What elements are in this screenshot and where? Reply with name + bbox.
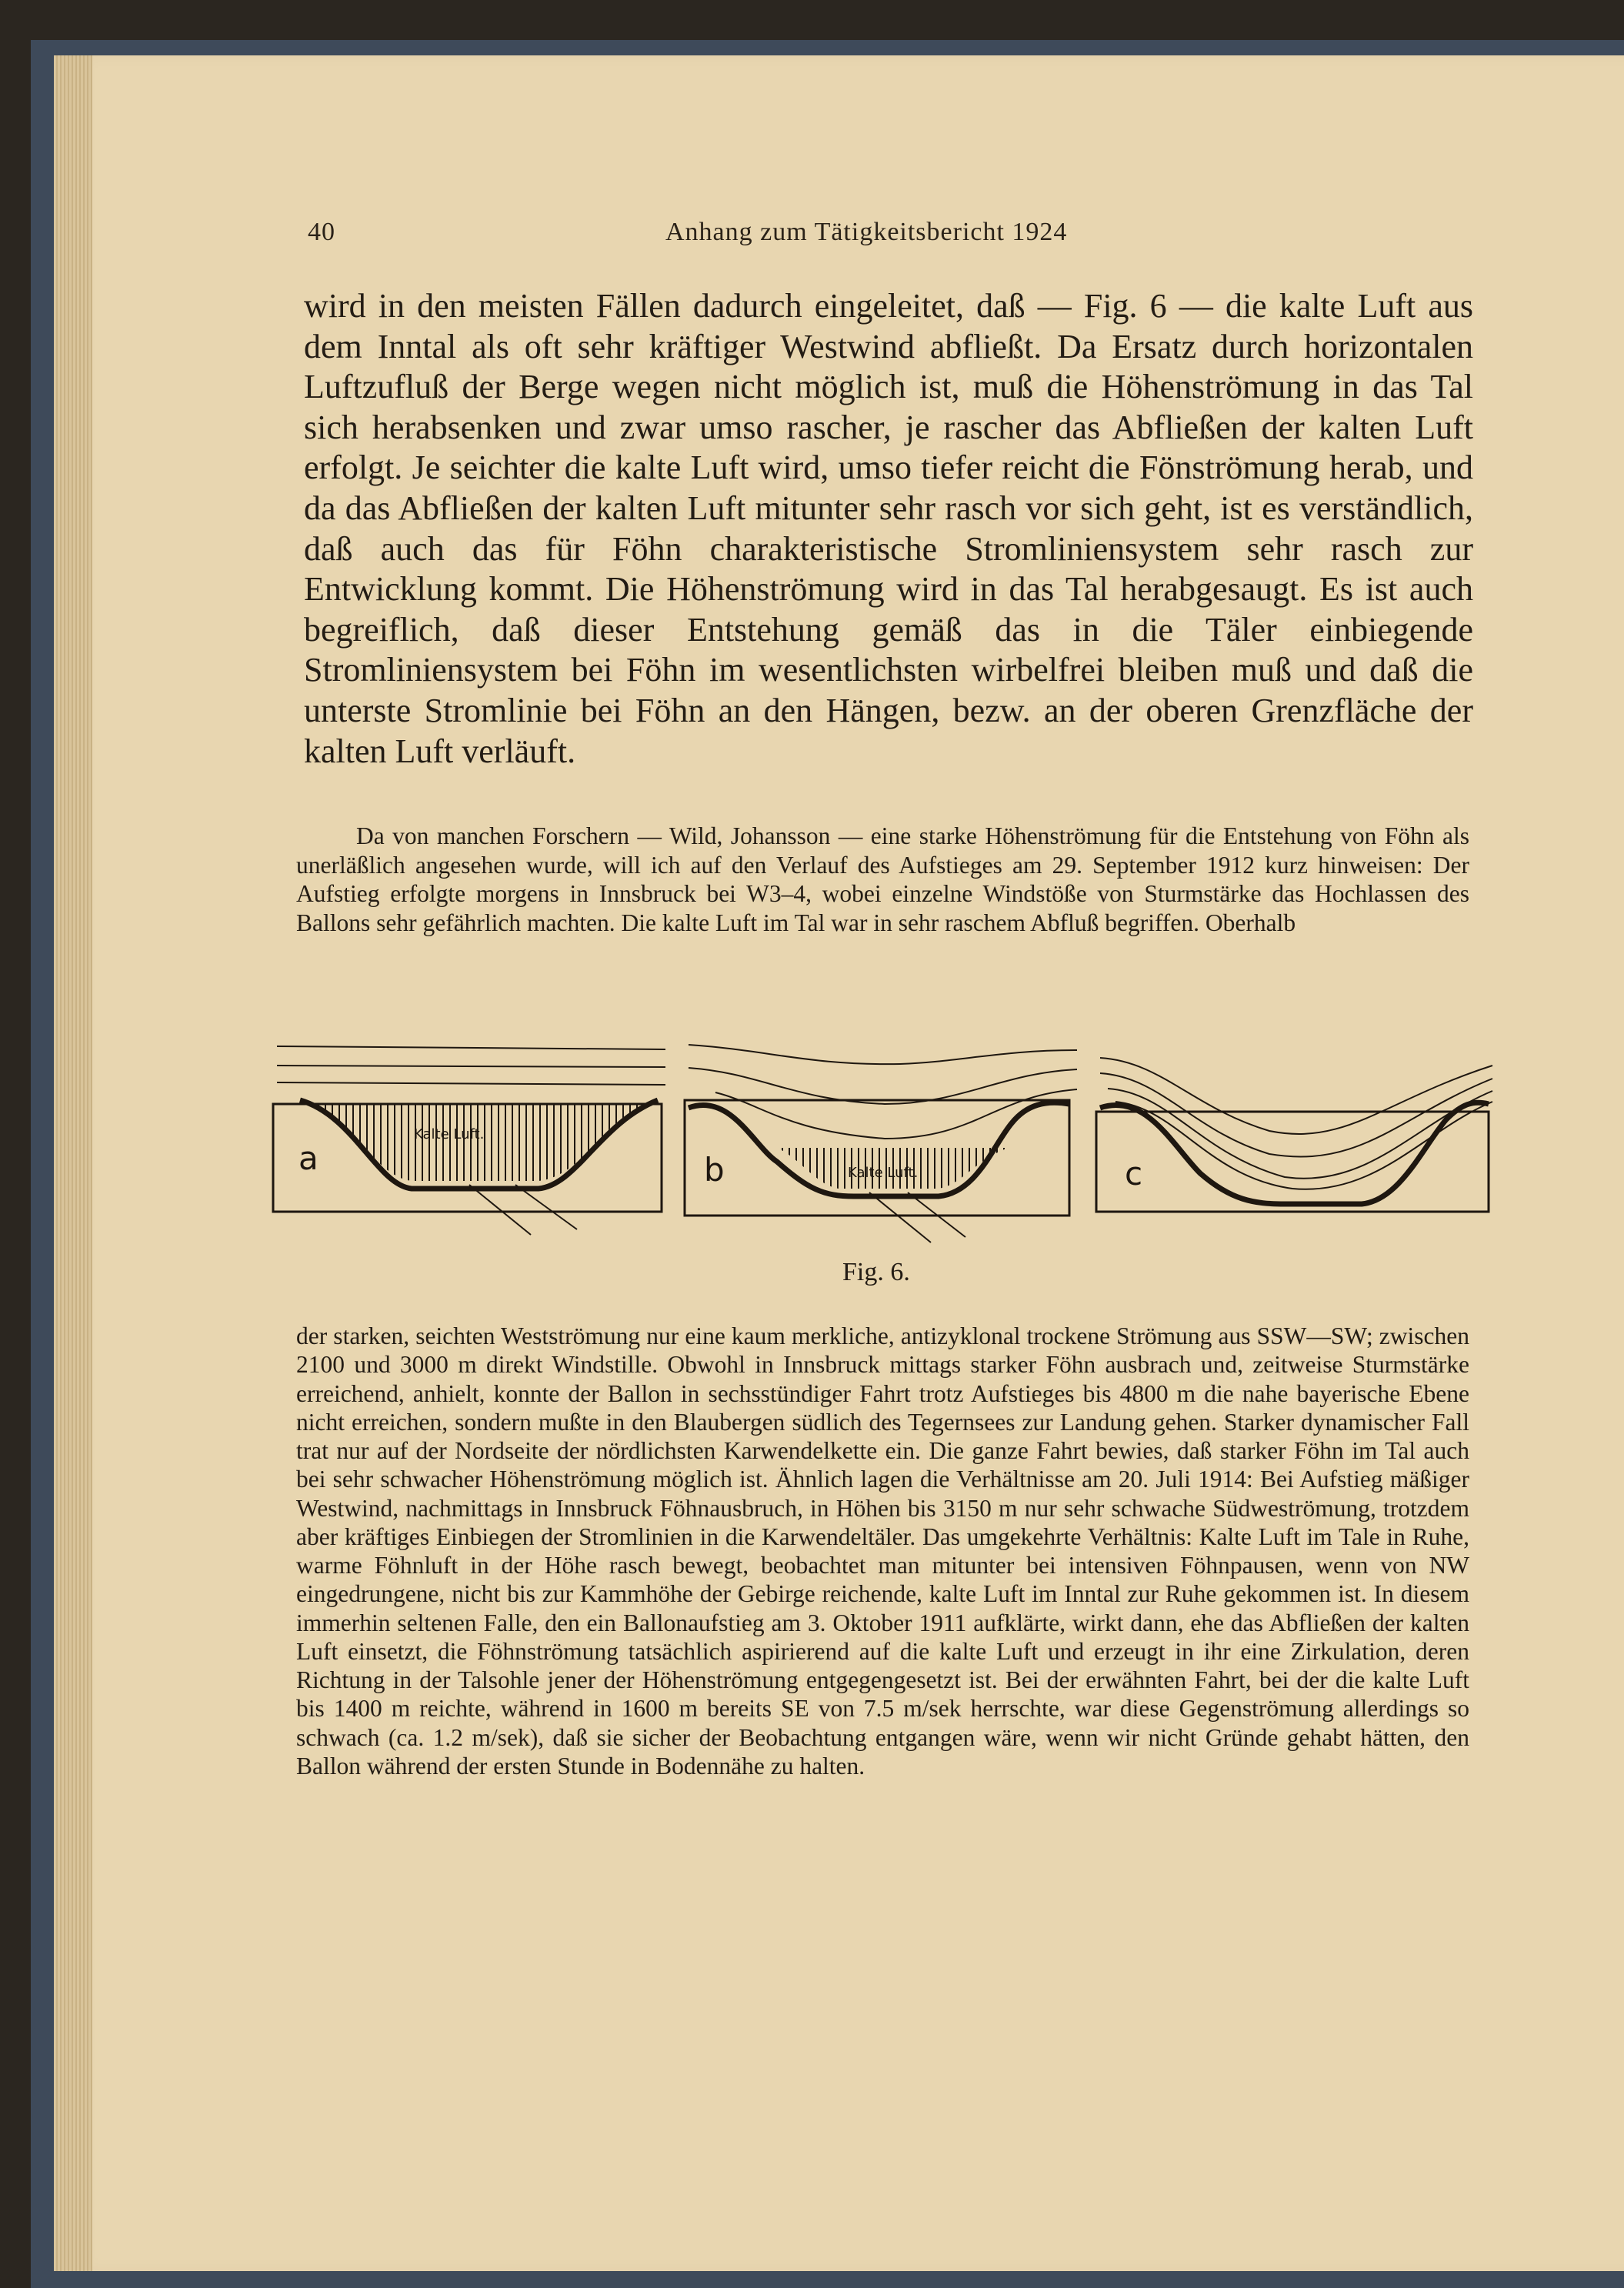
small-paragraph-1 bbox=[296, 822, 1469, 937]
outflow-arrow-a1 bbox=[469, 1185, 531, 1235]
panel-label-b: b bbox=[704, 1151, 725, 1189]
small-text-1: Da von manchen Forschern — Wild, Johansson — eine starke Höhenströmung für die Entstehung von Föhn als unerläßlich angesehen wurde, will ich auf den Verlauf des Aufstieges am 29. September 1912 kurz hinweisen: Der Aufstieg erfolgte morgens in Innsbruck bei W3–4, wobei einzelne Windstöße von Sturmstärke das Hochlassen des Ballons sehr gefährlich machten. Die kalte Luft im Tal war in sehr raschem Abfluß begriffen. Oberhalb bbox=[296, 822, 1469, 936]
figure-caption: Fig. 6. bbox=[842, 1258, 910, 1286]
streamline-a3 bbox=[277, 1082, 665, 1085]
main-text: wird in den meisten Fällen dadurch eingeleitet, daß — Fig. 6 — die kalte Luft aus dem Inntal als oft sehr kräftiger Westwind abfließt. Da Ersatz durch horizontalen Luftzufluß der Berge wegen nicht möglich ist, muß die Höhenströmung in das Tal sich herabsenken und zwar umso rascher, je rascher das Abfließen der kalten Luft erfolgt. Je seichter die kalte Luft wird, umso tiefer reicht die Fönströmung herab, und da das Abfließen der kalten Luft mitunter sehr rasch vor sich geht, ist es verständlich, daß auch das für Föhn charakteristische Stromliniensystem sehr rasch zur Entwicklung kommt. Die Höhenströmung wird in das Tal herabgesaugt. Es ist auch begreiflich, daß dieser Entstehung gemäß das in die Täler einbiegende Stromliniensystem bei Föhn im wesentlichsten wirbelfrei bleiben muß und daß die unterste Stromlinie bei Föhn an den Hängen, bezw. an der oberen Grenzfläche der kalten Luft verläuft. bbox=[304, 287, 1473, 770]
streamline-b1 bbox=[689, 1045, 1077, 1064]
figure-6-diagram bbox=[269, 1031, 1496, 1292]
streamline-a1 bbox=[277, 1046, 665, 1049]
figure-panel-a bbox=[273, 1046, 665, 1235]
panel-label-c: c bbox=[1125, 1155, 1143, 1192]
streamline-a2 bbox=[277, 1066, 665, 1067]
cold-air-label-b: Kalte Luft. bbox=[848, 1165, 919, 1181]
streamline-b2 bbox=[689, 1068, 1077, 1104]
small-paragraph-2 bbox=[296, 1322, 1469, 1780]
running-title: Anhang zum Tätigkeitsbericht 1924 bbox=[665, 218, 1068, 246]
small-text-2: der starken, seichten Westströmung nur eine kaum merkliche, antizyklonal trockene Strömung aus SSW—SW; zwischen 2100 und 3000 m direkt Windstille. Obwohl in Innsbruck mittags starker Föhn ausbrach und, zeitweise Sturmstärke erreichend, anhielt, konnte der Ballon in sechsstündiger Fahrt trotz Aufstieges bis 4800 m die nahe bayerische Ebene nicht erreichen, sondern mußte in den Blaubergen südlich des Tegernsees zur Landung gehen. Starker dynamischer Fall trat nur auf der Nordseite der nördlichsten Karwendelkette ein. Die ganze Fahrt bewies, daß starker Föhn im Tal auch bei sehr schwacher Höhenströmung möglich ist. Ähnlich lagen die Verhältnisse am 20. Juli 1914: Bei Aufstieg mäßiger Westwind, nachmittags in Innsbruck Föhnausbruch, in Höhen bis 3150 m nur sehr schwache Südweströmung, trotzdem aber kräftiges Einbiegen der Stromlinien in die Karwendeltäler. Das umgekehrte Verhältnis: Kalte Luft im Tale in Ruhe, warme Föhnluft in der Höhe rasch bewegt, beobachtet man mitunter bei intensiven Föhnpausen, wenn von NW eingedrungene, nicht bis zur Kammhöhe der Gebirge reichende, kalte Luft im Inntal zur Ruhe gekommen ist. In diesem immerhin seltenen Falle, den ein Ballonaufstieg am 3. Oktober 1911 aufklärte, wirkt dann, ehe das Abfließen der kalten Luft einsetzt, die Föhnströmung tatsächlich aspirierend auf die kalte Luft und erzeugt in ihr eine Zirkulation, deren Richtung in der Talsohle jener der Höhenströmung entgegengesetzt ist. Bei der erwähnten Fahrt, bei der die kalte Luft bis 1400 m reichte, während in 1600 m bereits SE von 7.5 m/sek herrschte, war diese Gegenströmung allerdings so schwach (ca. 1.2 m/sek), daß sie sicher der Beobachtung entgangen wäre, wenn wir nicht Gründe gehabt hätten, den Ballon während der ersten Stunde in Bodennähe zu halten. bbox=[296, 1322, 1469, 1779]
page-gutter bbox=[54, 55, 92, 2271]
outflow-arrow-a2 bbox=[515, 1185, 577, 1229]
figure-panel-b bbox=[685, 1045, 1077, 1242]
figure-panel-c bbox=[1096, 1058, 1492, 1212]
panel-label-a: a bbox=[298, 1139, 318, 1177]
main-paragraph bbox=[304, 286, 1473, 772]
cold-air-label-a: Kalte Luft. bbox=[414, 1126, 485, 1142]
streamline-c2 bbox=[1100, 1073, 1492, 1157]
page-number: 40 bbox=[308, 218, 335, 246]
outflow-arrow-b1 bbox=[869, 1192, 931, 1242]
